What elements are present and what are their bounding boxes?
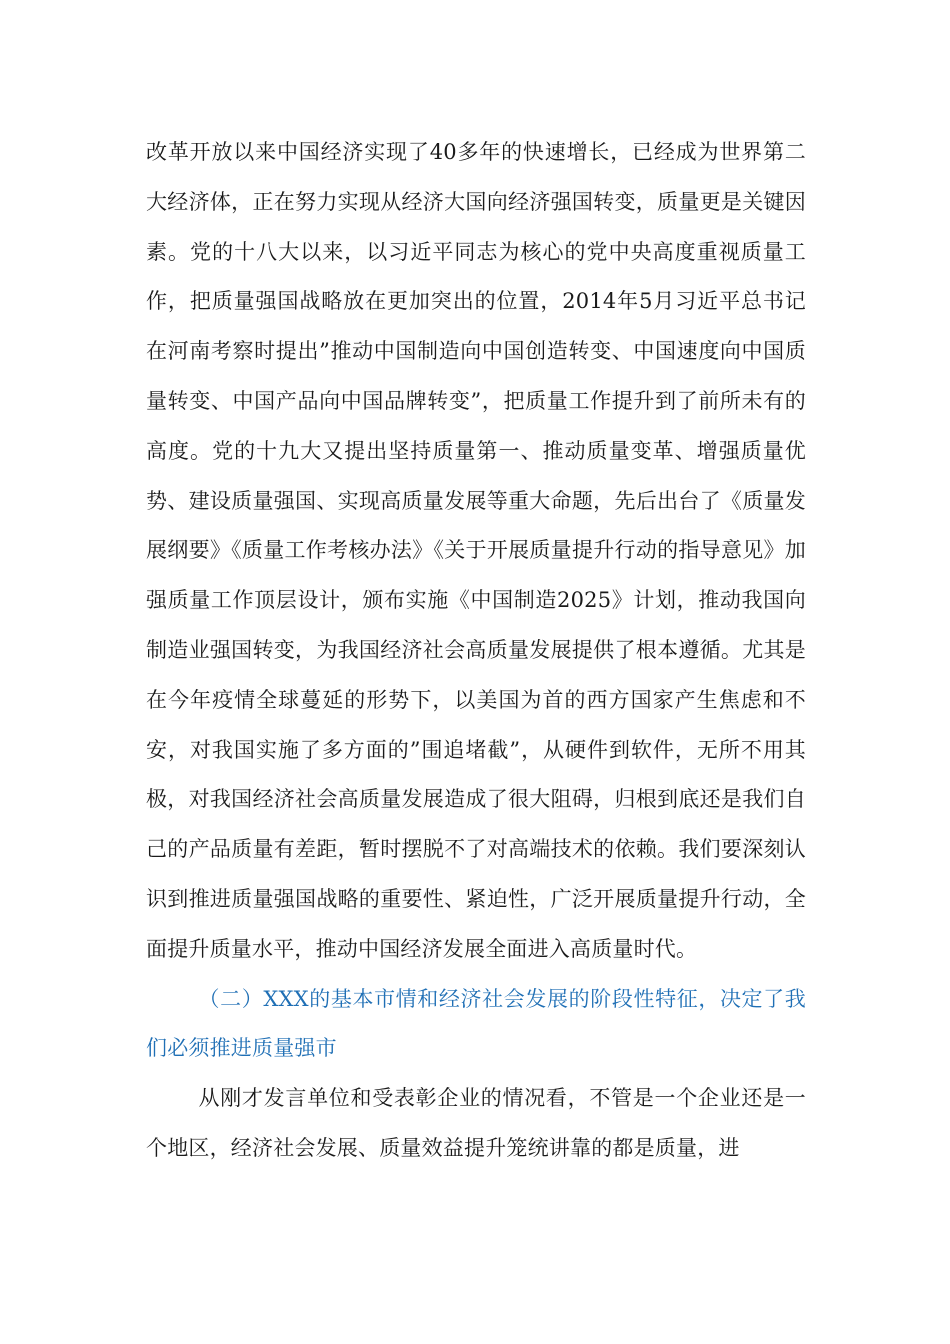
body-paragraph: 改革开放以来中国经济实现了40多年的快速增长，已经成为世界第二大经济体，正在努力实现从经济大国向经济强国转变，质量更是关键因素。党的十八大以来，以习近平同志为核心的党中央高度重视质量工作，把质量强国战略放在更加突出的位置，2014年5月习近平总书记在河南考察时提出”推动中国制造向中国创造转变、中国速度向中国质量转变、中国产品向中国品牌转变”，把质量工作提升到了前所未有的高度。党的十九大又提出坚持质量第一、推动质量变革、增强质量优势、建设质量强国、实现高质量发展等重大命题，先后出台了《质量发展纲要》《质量工作考核办法》《关于开展质量提升行动的指导意见》加强质量工作顶层设计，颁布实施《中国制造2025》计划，推动我国向制造业强国转变，为我国经济社会高质量发展提供了根本遵循。尤其是在今年疫情全球蔓延的形势下，以美国为首的西方国家产生焦虑和不安，对我国实施了多方面的”围追堵截”，从硬件到软件，无所不用其极，对我国经济社会高质量发展造成了很大阻碍，归根到底还是我们自己的产品质量有差距，暂时摆脱不了对高端技术的依赖。我们要深刻认识到推进质量强国战略的重要性、紧迫性，广泛开展质量提升行动，全面提升质量水平，推动中国经济发展全面进入高质量时代。	[146, 140, 806, 961]
document-body	[146, 128, 806, 1174]
body-paragraph-continued: 从刚才发言单位和受表彰企业的情况看，不管是一个企业还是一个地区，经济社会发展、质量效益提升笼统讲靠的都是质量，进	[146, 1086, 806, 1160]
section-heading: （二）XXX的基本市情和经济社会发展的阶段性特征，决定了我们必须推进质量强市	[146, 986, 806, 1061]
